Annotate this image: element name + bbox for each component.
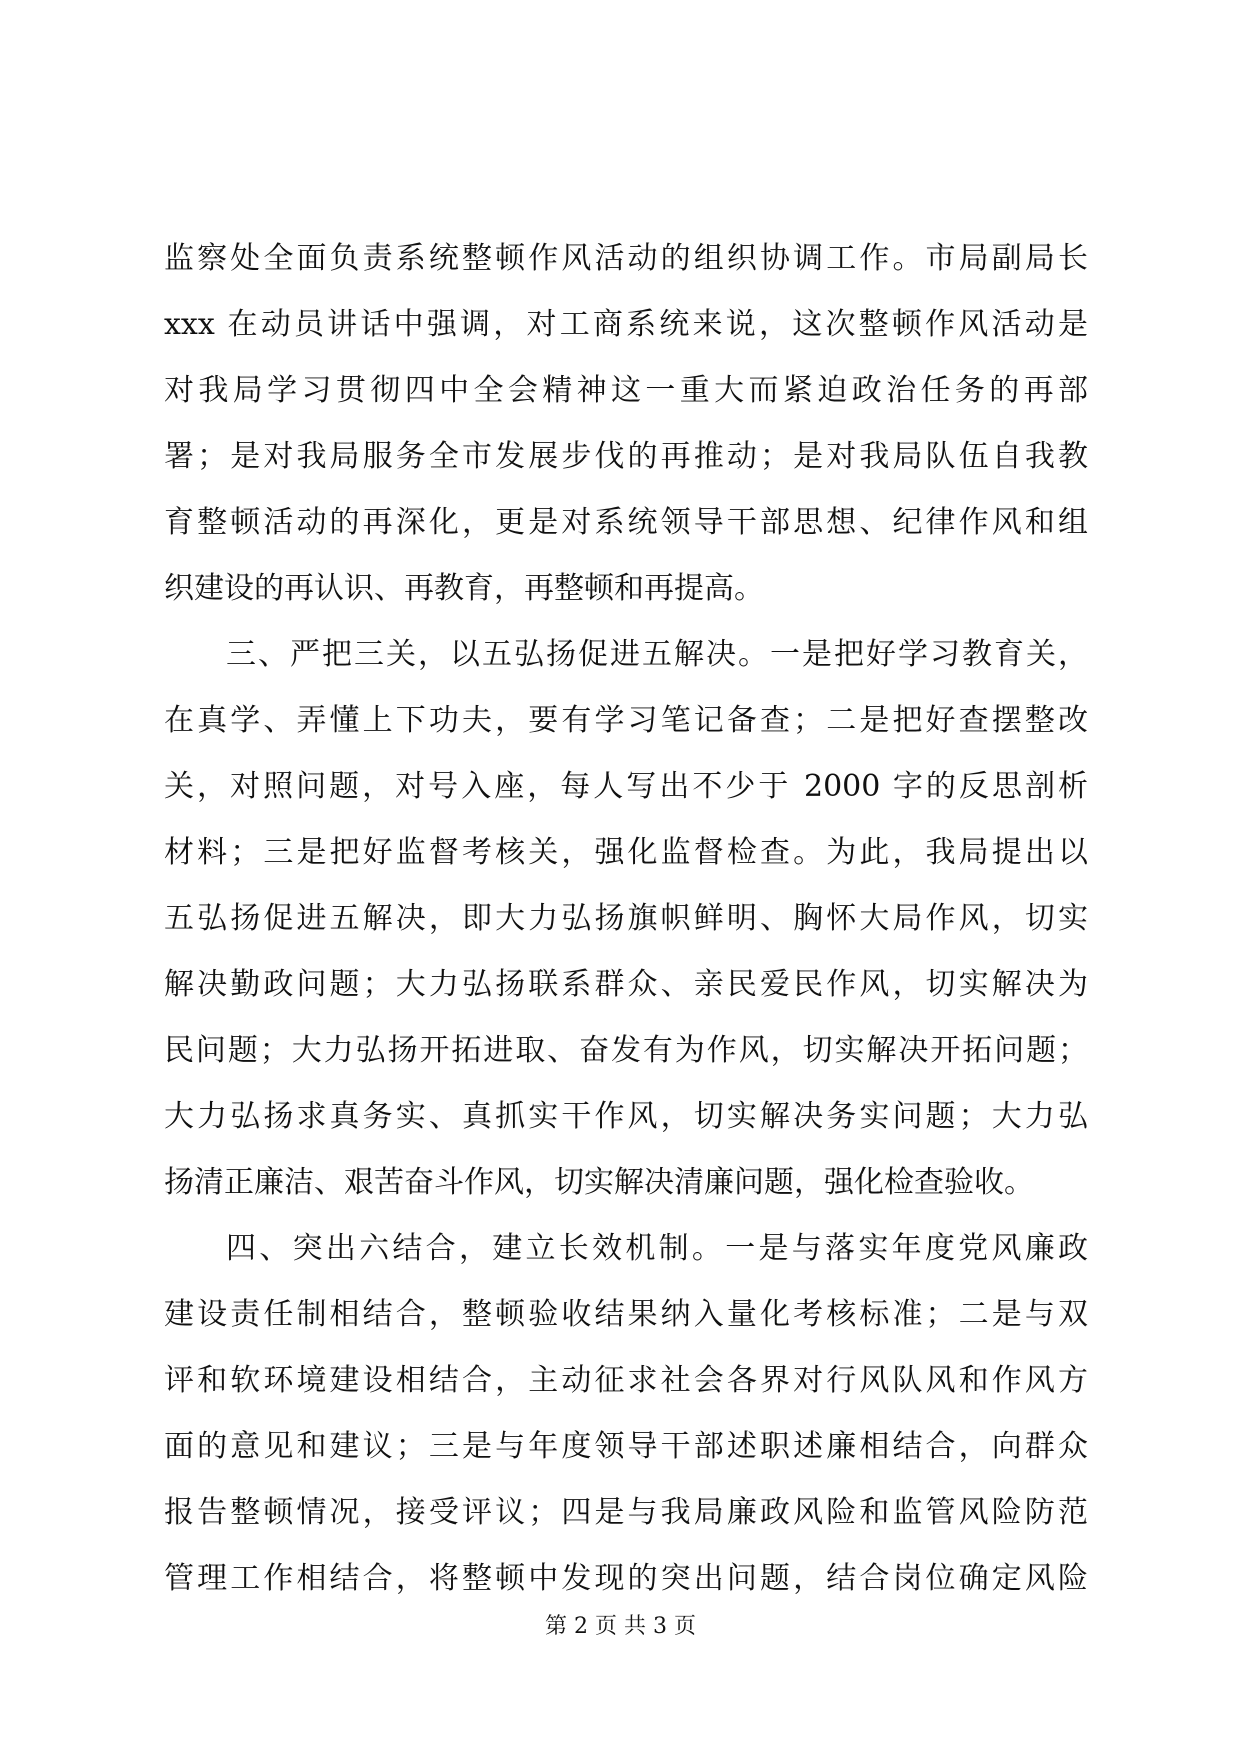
text-line: 评和软环境建设相结合，主动征求社会各界对行风队风和作风方 — [164, 1363, 1088, 1398]
text-line: 织建设的再认识、再教育，再整顿和再提高。 — [164, 571, 764, 606]
text-line: 对我局学习贯彻四中全会精神这一重大而紧迫政治任务的再部 — [164, 373, 1088, 408]
text-line: 关，对照问题，对号入座，每人写出不少于 2000 字的反思剖析 — [164, 769, 1088, 804]
text-line: xxx 在动员讲话中强调，对工商系统来说，这次整顿作风活动是 — [164, 307, 1088, 342]
paragraph-start-line: 三、严把三关，以五弘扬促进五解决。一是把好学习教育关， — [226, 637, 1088, 672]
text-line: 材料；三是把好监督考核关，强化监督检查。为此，我局提出以 — [164, 835, 1088, 870]
text-line: 建设责任制相结合，整顿验收结果纳入量化考核标准；二是与双 — [164, 1297, 1088, 1332]
paragraph-start-line: 四、突出六结合，建立长效机制。一是与落实年度党风廉政 — [226, 1231, 1088, 1266]
text-line: 在真学、弄懂上下功夫，要有学习笔记备查；二是把好查摆整改 — [164, 703, 1088, 738]
text-line: 大力弘扬求真务实、真抓实干作风，切实解决务实问题；大力弘 — [164, 1099, 1088, 1134]
text-line: 面的意见和建议；三是与年度领导干部述职述廉相结合，向群众 — [164, 1429, 1088, 1464]
text-line: 民问题；大力弘扬开拓进取、奋发有为作风，切实解决开拓问题； — [164, 1033, 1088, 1068]
text-line: 解决勤政问题；大力弘扬联系群众、亲民爱民作风，切实解决为 — [164, 967, 1088, 1002]
text-line: 育整顿活动的再深化，更是对系统领导干部思想、纪律作风和组 — [164, 505, 1088, 540]
page-number: 第 2 页 共 3 页 — [545, 1614, 696, 1639]
text-line: 报告整顿情况，接受评议；四是与我局廉政风险和监管风险防范 — [164, 1495, 1088, 1530]
document-body — [164, 226, 1088, 1612]
text-line: 扬清正廉洁、艰苦奋斗作风，切实解决清廉问题，强化检查验收。 — [164, 1165, 1034, 1200]
text-line: 署；是对我局服务全市发展步伐的再推动；是对我局队伍自我教 — [164, 439, 1088, 474]
text-line: 五弘扬促进五解决，即大力弘扬旗帜鲜明、胸怀大局作风，切实 — [164, 901, 1088, 936]
text-line: 管理工作相结合，将整顿中发现的突出问题，结合岗位确定风险 — [164, 1561, 1088, 1596]
text-line: 监察处全面负责系统整顿作风活动的组织协调工作。市局副局长 — [164, 241, 1088, 276]
